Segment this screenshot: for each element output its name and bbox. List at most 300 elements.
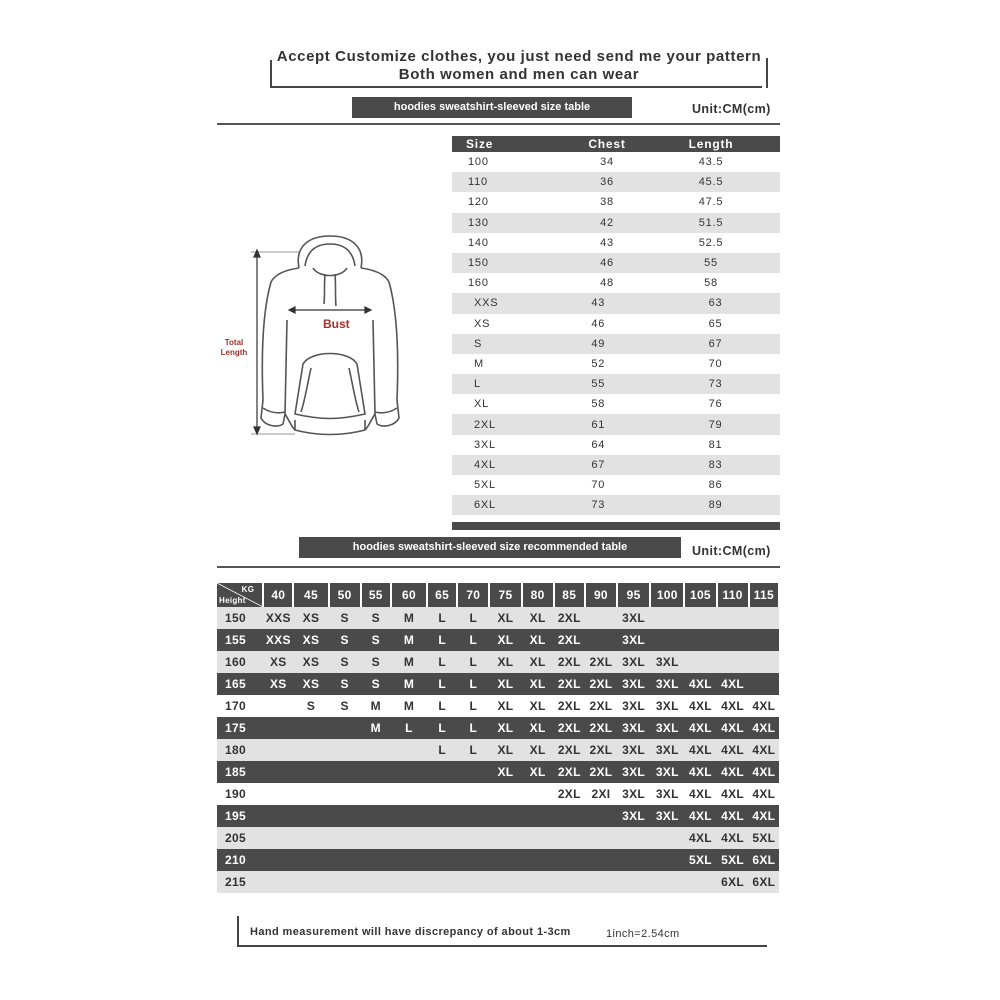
rec-table-title: hoodies sweatshirt-sleeved size recommended table — [299, 537, 681, 558]
size-recommendation-cell — [263, 871, 293, 893]
size-recommendation-cell — [457, 849, 489, 871]
chest-cell: 67 — [591, 458, 606, 471]
size-recommendation-cell: L — [427, 673, 457, 695]
length-cell: 47.5 — [698, 196, 724, 209]
size-recommendation-cell: XL — [522, 717, 554, 739]
weight-header-cell: 90 — [585, 583, 617, 607]
size-recommendation-cell: S — [329, 673, 361, 695]
size-cell: M — [474, 357, 484, 370]
size-table-row — [452, 435, 780, 455]
size-recommendation-cell: 4XL — [684, 805, 716, 827]
size-recommendation-cell — [489, 783, 521, 805]
size-cell: 100 — [468, 156, 489, 169]
size-recommendation-cell: 4XL — [717, 761, 749, 783]
size-recommendation-cell — [391, 739, 427, 761]
size-recommendation-cell — [391, 805, 427, 827]
rec-table-row — [217, 607, 779, 629]
size-recommendation-cell: 4XL — [749, 695, 779, 717]
size-recommendation-cell: XXS — [263, 629, 293, 651]
size-recommendation-cell: L — [427, 651, 457, 673]
size-recommendation-cell — [293, 871, 328, 893]
size-recommendation-cell: S — [329, 629, 361, 651]
size-recommendation-cell: 3XL — [617, 739, 650, 761]
size-recommendation-cell: 3XL — [650, 739, 684, 761]
header-bracket-right — [766, 58, 768, 88]
size-recommendation-cell: 4XL — [749, 761, 779, 783]
height-cell: 165 — [217, 673, 263, 695]
size-cell: 110 — [468, 176, 488, 189]
length-cell: 63 — [708, 297, 723, 310]
size-table-row — [452, 374, 780, 394]
size-recommendation-cell: 2XL — [585, 717, 617, 739]
size-cell: 5XL — [474, 479, 496, 492]
size-recommendation-cell: 2XL — [554, 673, 585, 695]
size-recommendation-cell: XS — [293, 629, 328, 651]
chest-cell: 43 — [591, 297, 606, 310]
weight-header-cell: 115 — [749, 583, 779, 607]
size-cell: XXS — [474, 297, 499, 310]
size-recommendation-cell: L — [457, 607, 489, 629]
size-recommendation-cell — [749, 673, 779, 695]
size-recommendation-cell: 2XL — [554, 695, 585, 717]
size-recommendation-cell — [522, 849, 554, 871]
chest-cell: 36 — [600, 176, 614, 189]
size-recommendation-cell — [684, 871, 716, 893]
size-recommendation-cell — [717, 607, 749, 629]
size-table-row — [452, 475, 780, 495]
size-recommendation-cell: 3XL — [650, 805, 684, 827]
header-title — [270, 48, 768, 84]
length-cell: 79 — [708, 418, 723, 431]
size-recommendation-cell: 3XL — [650, 783, 684, 805]
size-recommendation-cell: XL — [489, 739, 521, 761]
size-recommendation-cell: 3XL — [617, 673, 650, 695]
length-cell: 58 — [704, 277, 718, 290]
size-recommendation-cell — [554, 871, 585, 893]
size-recommendation-cell: 2XI — [585, 783, 617, 805]
size-recommendation-cell — [522, 783, 554, 805]
size-recommendation-cell — [684, 629, 716, 651]
size-recommendation-cell: 4XL — [717, 673, 749, 695]
size-recommendation-cell: XL — [522, 673, 554, 695]
size-recommendation-cell — [391, 827, 427, 849]
size-recommendation-cell: 3XL — [617, 607, 650, 629]
size-recommendation-cell: S — [361, 607, 391, 629]
size-recommendation-cell — [263, 761, 293, 783]
size-cell: 120 — [468, 196, 489, 209]
rec-table-header — [217, 583, 779, 607]
size-recommendation-cell: 3XL — [650, 695, 684, 717]
chest-cell: 64 — [591, 438, 606, 451]
size-cell: L — [474, 378, 481, 391]
height-cell: 195 — [217, 805, 263, 827]
length-cell: 45.5 — [698, 176, 724, 189]
column-header-length: Length — [688, 137, 734, 151]
size-recommendation-cell — [329, 849, 361, 871]
size-table-unit: Unit:CM(cm) — [692, 102, 771, 116]
size-recommendation-cell — [554, 805, 585, 827]
footer-bracket-bottom — [237, 945, 767, 947]
size-recommendation-cell: L — [427, 695, 457, 717]
size-recommendation-cell — [522, 805, 554, 827]
size-recommendation-cell — [329, 827, 361, 849]
size-recommendation-cell: 2XL — [554, 651, 585, 673]
size-recommendation-cell: XL — [489, 607, 521, 629]
size-recommendation-cell — [263, 739, 293, 761]
size-recommendation-cell: M — [391, 695, 427, 717]
height-cell: 170 — [217, 695, 263, 717]
weight-header-cell: 55 — [361, 583, 391, 607]
height-cell: 190 — [217, 783, 263, 805]
size-cell: XS — [474, 317, 491, 330]
height-cell: 150 — [217, 607, 263, 629]
size-recommendation-cell: 2XL — [585, 651, 617, 673]
length-cell: 73 — [708, 378, 723, 391]
footer-bracket-left — [237, 916, 239, 946]
size-recommendation-cell — [329, 805, 361, 827]
size-recommendation-cell: S — [361, 629, 391, 651]
size-recommendation-cell — [585, 629, 617, 651]
size-recommendation-cell: 3XL — [617, 629, 650, 651]
length-cell: 83 — [708, 458, 723, 471]
weight-header-cell: 45 — [293, 583, 328, 607]
size-table-row — [452, 213, 780, 233]
size-cell: 150 — [468, 257, 489, 270]
size-recommendation-cell: L — [457, 651, 489, 673]
size-recommendation-cell: 3XL — [650, 651, 684, 673]
size-recommendation-cell — [617, 849, 650, 871]
chest-cell: 70 — [591, 479, 606, 492]
size-recommendation-cell — [293, 827, 328, 849]
rec-table-unit: Unit:CM(cm) — [692, 544, 771, 558]
rec-table-row — [217, 629, 779, 651]
divider-middle — [217, 566, 780, 568]
size-recommendation-cell: 3XL — [617, 783, 650, 805]
size-recommendation-cell: XL — [522, 651, 554, 673]
size-recommendation-cell — [585, 607, 617, 629]
weight-header-cell: 105 — [684, 583, 716, 607]
size-recommendation-cell — [293, 717, 328, 739]
size-table-row — [452, 293, 780, 313]
size-cell: 4XL — [474, 458, 496, 471]
height-cell: 185 — [217, 761, 263, 783]
size-recommendation-cell — [329, 783, 361, 805]
size-recommendation-cell: XL — [522, 607, 554, 629]
size-recommendation-cell — [749, 607, 779, 629]
size-table-body — [452, 152, 780, 515]
weight-header-cell: 100 — [650, 583, 684, 607]
chest-cell: 58 — [591, 398, 606, 411]
chest-cell: 34 — [600, 156, 614, 169]
size-recommendation-cell: S — [293, 695, 328, 717]
size-recommendation-cell — [391, 871, 427, 893]
size-recommendation-cell: S — [329, 651, 361, 673]
size-recommendation-cell: 4XL — [749, 739, 779, 761]
size-recommendation-cell — [361, 827, 391, 849]
size-recommendation-cell — [554, 827, 585, 849]
size-recommendation-cell: 5XL — [749, 827, 779, 849]
size-recommendation-cell: 4XL — [684, 827, 716, 849]
size-recommendation-cell: XL — [489, 761, 521, 783]
size-recommendation-cell: XS — [293, 607, 328, 629]
size-cell: XL — [474, 398, 490, 411]
size-recommendation-cell: L — [427, 607, 457, 629]
size-table — [452, 136, 780, 515]
size-recommendation-cell: L — [457, 629, 489, 651]
size-recommendation-cell — [585, 849, 617, 871]
size-recommendation-cell — [489, 827, 521, 849]
size-recommendation-cell — [650, 871, 684, 893]
size-recommendation-cell — [361, 849, 391, 871]
rec-table-corner — [217, 583, 263, 607]
size-cell: 160 — [468, 277, 489, 290]
size-recommendation-cell — [361, 761, 391, 783]
size-recommendation-cell: 2XL — [554, 717, 585, 739]
size-recommendation-cell — [329, 761, 361, 783]
size-recommendation-cell: 4XL — [717, 739, 749, 761]
size-recommendation-cell — [749, 651, 779, 673]
rec-table-row — [217, 739, 779, 761]
size-recommendation-cell — [522, 827, 554, 849]
size-recommendation-cell: 6XL — [749, 871, 779, 893]
size-recommendation-cell: XL — [489, 629, 521, 651]
size-recommendation-cell: 4XL — [717, 717, 749, 739]
size-recommendation-cell: L — [427, 739, 457, 761]
size-recommendation-cell: 4XL — [717, 805, 749, 827]
size-recommendation-cell — [427, 827, 457, 849]
size-recommendation-cell: 4XL — [684, 695, 716, 717]
length-cell: 81 — [708, 438, 723, 451]
header-bracket-left — [270, 60, 272, 88]
size-recommendation-cell: 4XL — [717, 783, 749, 805]
size-recommendation-cell: 2XL — [554, 629, 585, 651]
size-recommendation-cell — [650, 827, 684, 849]
rec-table-row — [217, 783, 779, 805]
height-cell: 175 — [217, 717, 263, 739]
size-recommendation-cell: M — [391, 673, 427, 695]
size-recommendation-cell — [427, 783, 457, 805]
height-cell: 215 — [217, 871, 263, 893]
size-recommendation-cell: L — [457, 739, 489, 761]
length-cell: 70 — [708, 357, 723, 370]
size-recommendation-cell: L — [457, 673, 489, 695]
size-recommendation-cell — [391, 783, 427, 805]
size-recommendation-cell: 6XL — [749, 849, 779, 871]
size-recommendation-cell — [391, 849, 427, 871]
size-recommendation-cell — [293, 783, 328, 805]
size-recommendation-cell — [489, 849, 521, 871]
weight-header-cell: 60 — [391, 583, 427, 607]
weight-header-cell: 50 — [329, 583, 361, 607]
size-recommendation-cell: L — [427, 717, 457, 739]
size-recommendation-cell: S — [361, 673, 391, 695]
size-recommendation-cell: 4XL — [684, 761, 716, 783]
size-recommendation-cell — [427, 805, 457, 827]
size-recommendation-cell — [329, 717, 361, 739]
size-recommendation-cell — [263, 695, 293, 717]
size-recommendation-cell: XXS — [263, 607, 293, 629]
size-recommendation-cell — [457, 783, 489, 805]
size-recommendation-cell: 5XL — [684, 849, 716, 871]
size-recommendation-cell: M — [361, 717, 391, 739]
size-table-header — [452, 136, 780, 152]
size-recommendation-cell — [457, 761, 489, 783]
length-cell: 55 — [704, 257, 718, 270]
size-recommendation-cell — [427, 761, 457, 783]
size-recommendation-cell: L — [391, 717, 427, 739]
size-recommendation-cell: XS — [263, 651, 293, 673]
size-recommendation-cell — [684, 607, 716, 629]
size-recommendation-cell: XL — [522, 629, 554, 651]
size-recommendation-cell — [361, 783, 391, 805]
size-recommendation-cell: 4XL — [717, 695, 749, 717]
chest-cell: 43 — [600, 236, 614, 249]
size-recommendation-cell: 4XL — [749, 783, 779, 805]
size-recommendation-cell: S — [329, 607, 361, 629]
size-recommendation-cell: 4XL — [684, 739, 716, 761]
chest-cell: 49 — [591, 337, 606, 350]
size-recommendation-cell: XS — [293, 651, 328, 673]
size-recommendation-cell: 3XL — [650, 717, 684, 739]
header-line-1: Accept Customize clothes, you just need send me your pattern — [276, 48, 762, 65]
size-recommendation-cell — [263, 849, 293, 871]
size-recommendation-cell: 2XL — [585, 673, 617, 695]
chest-cell: 52 — [591, 357, 606, 370]
size-recommendation-cell: 4XL — [684, 783, 716, 805]
size-recommendation-cell — [263, 783, 293, 805]
corner-height-label: Height — [219, 596, 246, 605]
size-recommendation-cell: 3XL — [617, 651, 650, 673]
bust-label: Bust — [323, 317, 350, 331]
column-header-chest: Chest — [588, 137, 626, 151]
chest-cell: 48 — [600, 277, 614, 290]
weight-header-cell: 40 — [263, 583, 293, 607]
size-recommendation-cell — [457, 871, 489, 893]
size-recommendation-cell — [329, 739, 361, 761]
size-recommendation-cell — [329, 871, 361, 893]
size-table-row — [452, 334, 780, 354]
size-recommendation-cell: L — [457, 717, 489, 739]
size-recommendation-cell: 2XL — [554, 783, 585, 805]
size-recommendation-cell: 4XL — [717, 827, 749, 849]
length-cell: 52.5 — [698, 236, 724, 249]
size-recommendation-cell — [617, 827, 650, 849]
height-cell: 155 — [217, 629, 263, 651]
size-recommendation-cell — [717, 629, 749, 651]
size-cell: 140 — [468, 236, 489, 249]
length-cell: 51.5 — [698, 216, 724, 229]
size-recommendation-cell — [457, 827, 489, 849]
rec-table-row — [217, 849, 779, 871]
size-recommendation-cell: 3XL — [617, 761, 650, 783]
size-table-row — [452, 172, 780, 192]
size-recommendation-cell — [263, 805, 293, 827]
weight-header-cell: 95 — [617, 583, 650, 607]
chest-cell: 38 — [600, 196, 614, 209]
size-recommendation-cell: 2XL — [554, 739, 585, 761]
size-table-row — [452, 354, 780, 374]
size-recommendation-cell — [293, 849, 328, 871]
size-recommendation-cell: XS — [263, 673, 293, 695]
rec-table-row — [217, 695, 779, 717]
size-recommendation-cell — [585, 827, 617, 849]
weight-header-cell: 80 — [522, 583, 554, 607]
size-recommendation-cell: XL — [522, 761, 554, 783]
size-recommendation-cell: 3XL — [617, 695, 650, 717]
header-bracket-bottom — [270, 86, 762, 88]
height-cell: 160 — [217, 651, 263, 673]
footer-conversion: 1inch=2.54cm — [606, 928, 680, 940]
column-header-size: Size — [466, 137, 494, 151]
size-recommendation-cell: M — [391, 651, 427, 673]
size-recommendation-cell: M — [391, 629, 427, 651]
total-length-label-1: Total — [224, 338, 244, 347]
size-table-end-bar — [452, 522, 780, 530]
size-table-row — [452, 152, 780, 172]
size-recommendation-cell — [585, 805, 617, 827]
size-recommendation-cell — [650, 849, 684, 871]
weight-header-cell: 70 — [457, 583, 489, 607]
size-recommendation-cell — [489, 805, 521, 827]
size-recommendation-cell: 2XL — [554, 761, 585, 783]
size-recommendation-cell: 3XL — [617, 717, 650, 739]
size-recommendation-cell — [489, 871, 521, 893]
size-recommendation-cell — [617, 871, 650, 893]
size-recommendation-cell: XL — [489, 717, 521, 739]
size-recommendation-cell: S — [361, 651, 391, 673]
divider-top — [217, 123, 780, 125]
height-cell: 210 — [217, 849, 263, 871]
weight-header-cell: 75 — [489, 583, 521, 607]
size-recommendation-cell: XL — [489, 651, 521, 673]
size-cell: S — [474, 337, 483, 350]
size-recommendation-cell — [361, 871, 391, 893]
chest-cell: 55 — [591, 378, 606, 391]
chest-cell: 61 — [591, 418, 606, 431]
rec-table-row — [217, 805, 779, 827]
size-recommendation-cell: XL — [522, 739, 554, 761]
size-table-row — [452, 253, 780, 273]
length-cell: 76 — [708, 398, 723, 411]
size-recommendation-cell — [650, 629, 684, 651]
chest-cell: 73 — [591, 499, 606, 512]
size-recommendation-cell — [522, 871, 554, 893]
size-recommendation-cell — [650, 607, 684, 629]
rec-table-row — [217, 651, 779, 673]
size-recommendation-cell: 3XL — [650, 673, 684, 695]
size-recommendation-cell: 2XL — [585, 761, 617, 783]
rec-table — [217, 583, 780, 893]
size-recommendation-cell: 3XL — [617, 805, 650, 827]
size-recommendation-cell — [457, 805, 489, 827]
size-recommendation-cell — [585, 871, 617, 893]
size-recommendation-cell — [361, 739, 391, 761]
total-length-label-2: Length — [220, 348, 248, 357]
header-line-2: Both women and men can wear — [398, 66, 640, 83]
size-table-title: hoodies sweatshirt-sleeved size table — [352, 97, 632, 118]
size-table-row — [452, 314, 780, 334]
size-table-row — [452, 233, 780, 253]
length-cell: 43.5 — [698, 156, 724, 169]
size-recommendation-cell — [427, 849, 457, 871]
size-recommendation-cell: XL — [522, 695, 554, 717]
height-cell: 205 — [217, 827, 263, 849]
size-table-row — [452, 273, 780, 293]
size-recommendation-cell: M — [361, 695, 391, 717]
height-cell: 180 — [217, 739, 263, 761]
footer-note: Hand measurement will have discrepancy of about 1-3cm — [250, 926, 571, 938]
size-table-row — [452, 495, 780, 515]
